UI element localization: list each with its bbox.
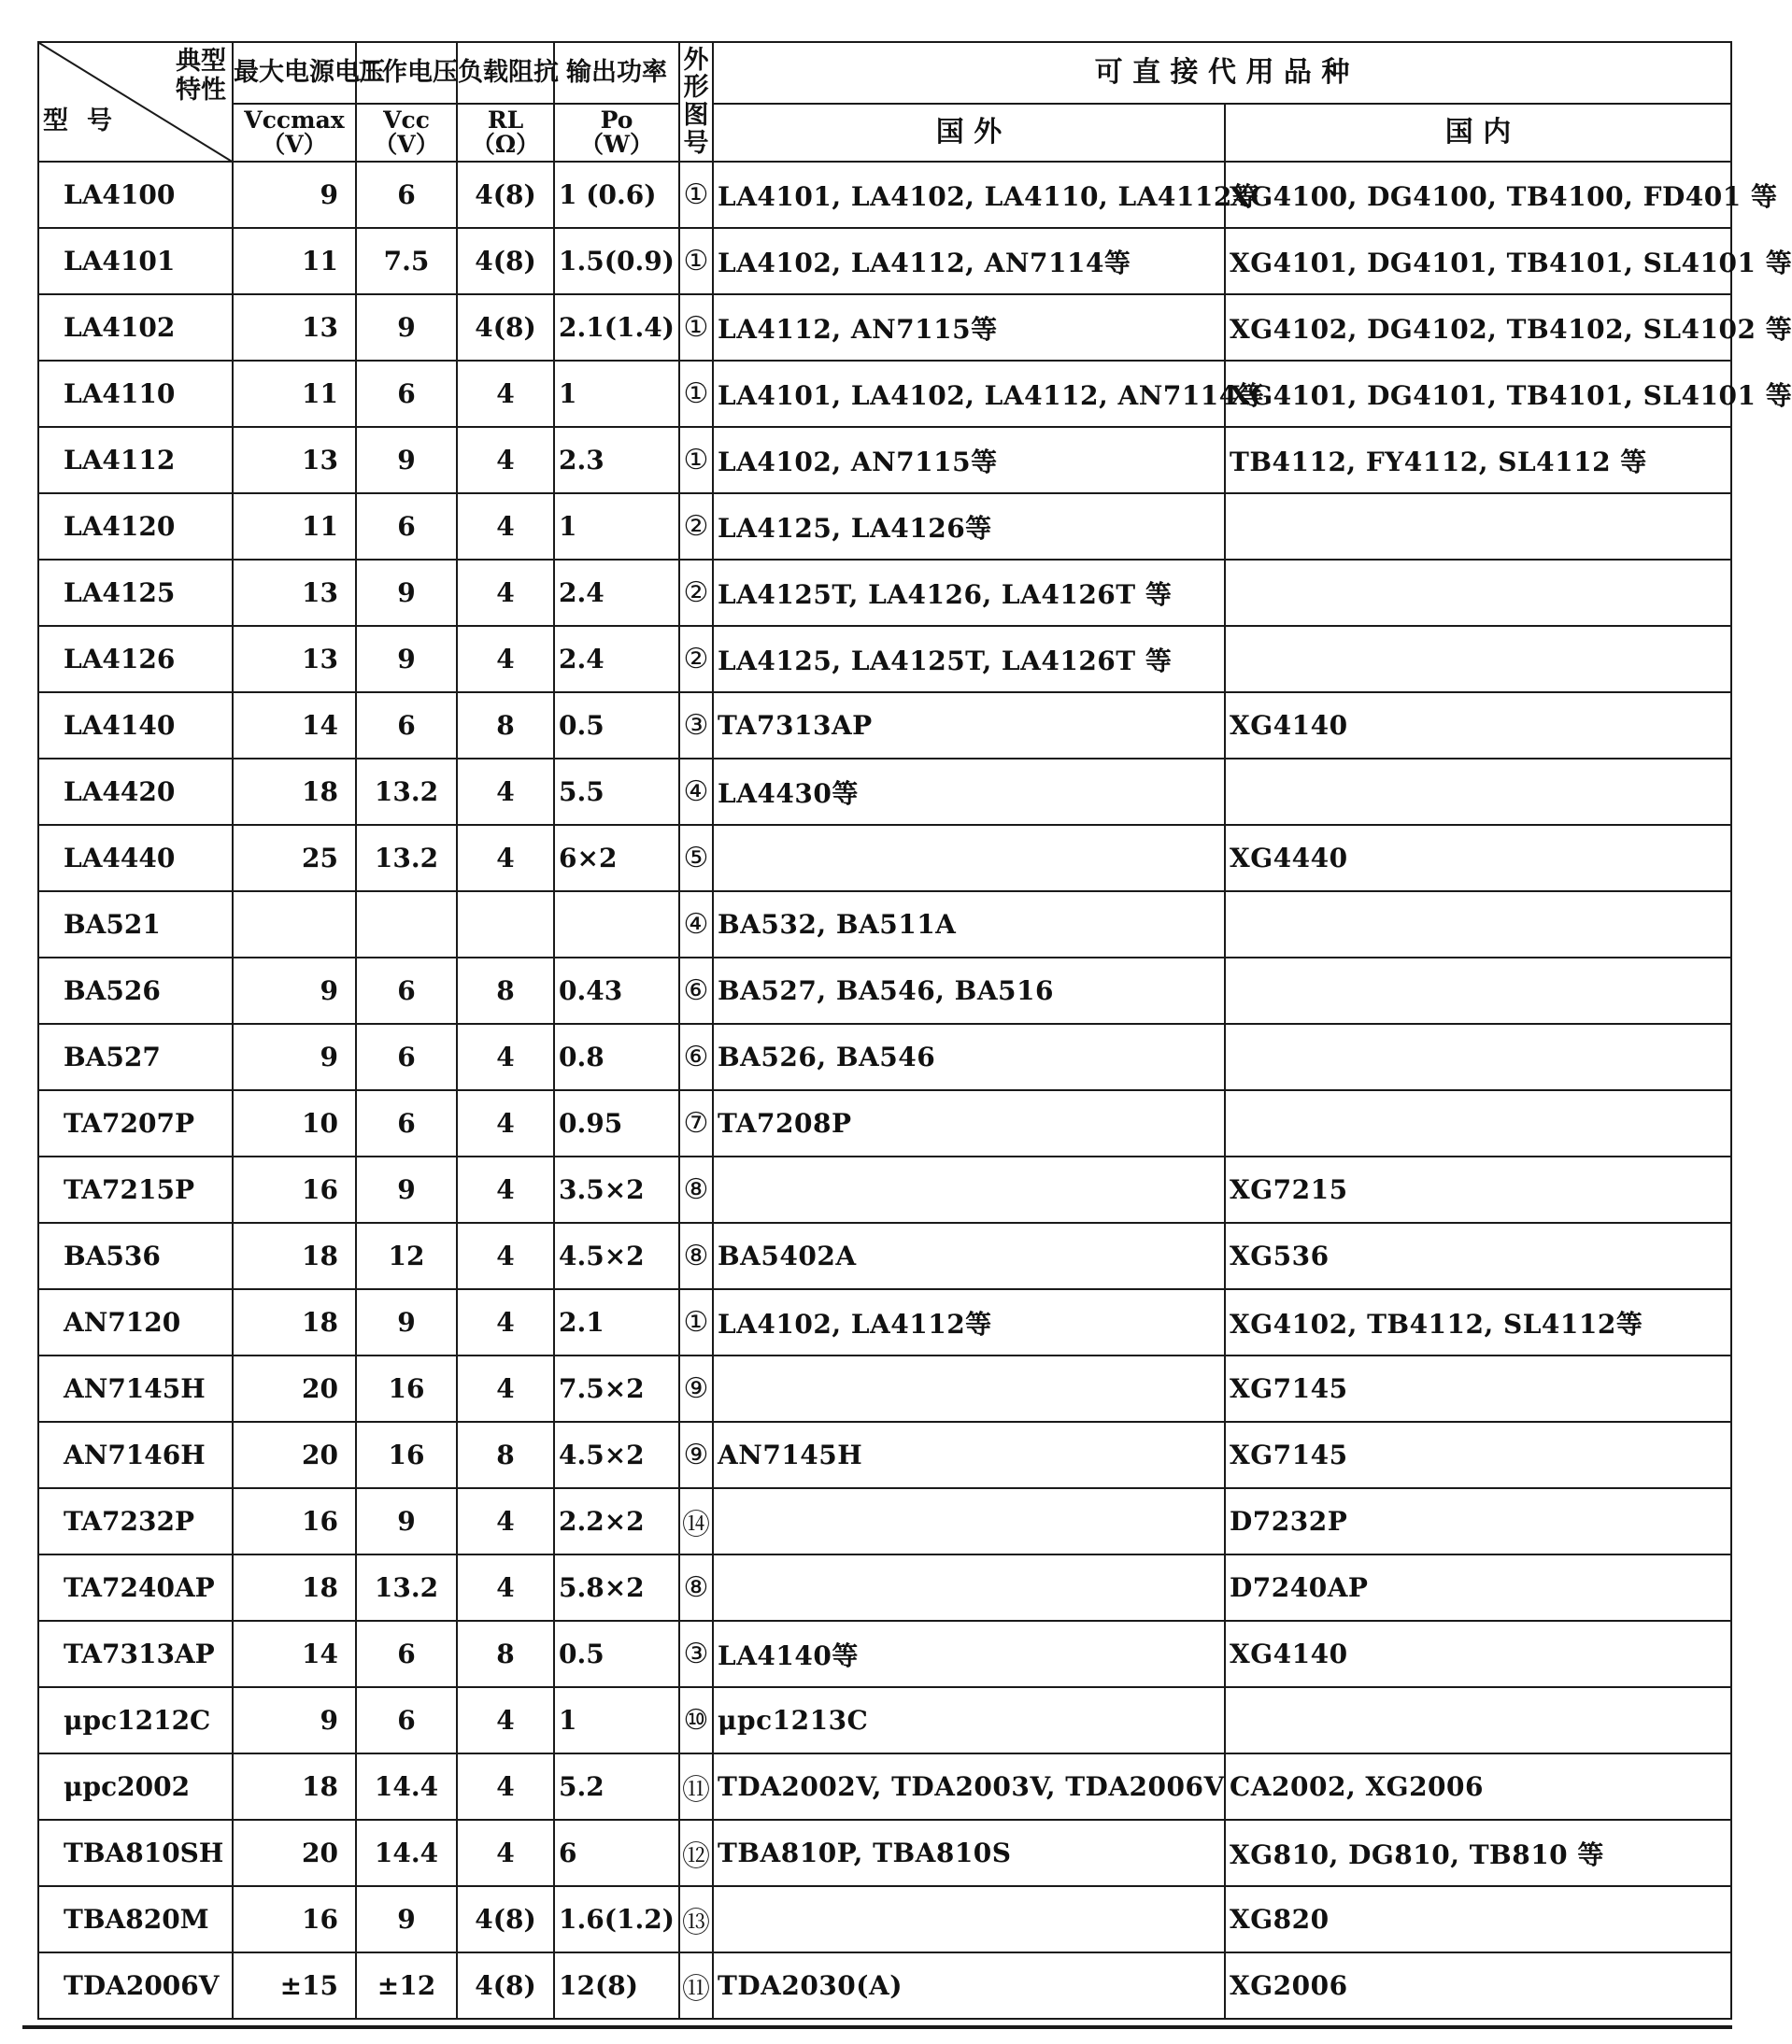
po-cell: 4.5×2 [554, 1223, 679, 1289]
model-cell: BA527 [38, 1024, 233, 1090]
figure-number-cell: ⑧ [679, 1223, 713, 1289]
vccmax-header [233, 42, 385, 104]
table-row [38, 958, 1731, 1024]
foreign-substitutes-cell: AN7145H [713, 1422, 1225, 1488]
rl-cell: 4 [457, 493, 554, 560]
vcc-cell: 7.5 [356, 228, 457, 294]
vccmax-cell: 20 [233, 1356, 356, 1422]
corner-top-line-1: 典型 [176, 47, 226, 76]
table-row [38, 228, 1731, 294]
domestic-substitutes-cell [1225, 1687, 1731, 1753]
rl-cell: 8 [457, 1422, 554, 1488]
rl-symbol: RL [487, 106, 524, 134]
figure-number-cell: ⑬ [679, 1886, 713, 1952]
domestic-substitutes-cell: TB4112, FY4112, SL4112 等 [1225, 427, 1731, 493]
po-cell: 1 (0.6) [554, 162, 679, 228]
foreign-substitutes-cell: LA4102, AN7115等 [713, 427, 1225, 493]
model-cell: μpc1212C [38, 1687, 233, 1753]
figure-number-cell: ⑨ [679, 1356, 713, 1422]
vcc-cell: ±12 [356, 1952, 457, 2019]
domestic-substitutes-cell: XG4100, DG4100, TB4100, FD401 等 [1225, 162, 1731, 228]
vcc-cell: 14.4 [356, 1753, 457, 1820]
foreign-substitutes-cell: TBA810P, TBA810S [713, 1820, 1225, 1886]
vcc-cell: 9 [356, 427, 457, 493]
figure-number-cell: ⑦ [679, 1090, 713, 1157]
table-row [38, 1488, 1731, 1554]
foreign-substitutes-cell: LA4101, LA4102, LA4112, AN7114等 [713, 361, 1225, 427]
rl-cell: 4 [457, 427, 554, 493]
model-cell: BA521 [38, 891, 233, 958]
vcc-cell: 9 [356, 1289, 457, 1356]
vccmax-cell: 18 [233, 1223, 356, 1289]
table-header [38, 42, 1731, 162]
table-row [38, 1554, 1731, 1621]
figure-number-cell: ⑨ [679, 1422, 713, 1488]
model-cell: AN7120 [38, 1289, 233, 1356]
table-row [38, 1621, 1731, 1687]
vccmax-cell: 18 [233, 1289, 356, 1356]
model-cell: LA4101 [38, 228, 233, 294]
table-row [38, 1157, 1731, 1223]
po-cell: 4.5×2 [554, 1422, 679, 1488]
figure-number-cell: ② [679, 626, 713, 692]
po-cell: 7.5×2 [554, 1356, 679, 1422]
domestic-substitutes-cell: XG4140 [1225, 1621, 1731, 1687]
rl-cell: 8 [457, 692, 554, 759]
vccmax-cell: 18 [233, 1554, 356, 1621]
rl-cell: 4(8) [457, 294, 554, 361]
figure-number-cell: ① [679, 1289, 713, 1356]
domestic-substitutes-cell [1225, 759, 1731, 825]
foreign-substitutes-cell [713, 1886, 1225, 1952]
rl-cell: 4 [457, 1820, 554, 1886]
model-cell: LA4120 [38, 493, 233, 560]
figure-number-cell: ⑪ [679, 1952, 713, 2019]
figure-number-cell: ① [679, 361, 713, 427]
foreign-substitutes-cell: LA4125T, LA4126, LA4126T 等 [713, 560, 1225, 626]
substitutes-label: 可 直 接 代 用 品 种 [1094, 56, 1350, 90]
foreign-substitutes-cell [713, 1488, 1225, 1554]
vccmax-unit: （V） [262, 131, 327, 158]
model-cell: TA7232P [38, 1488, 233, 1554]
po-cell: 1.5(0.9) [554, 228, 679, 294]
po-cell: 2.1 [554, 1289, 679, 1356]
domestic-substitutes-cell: XG4101, DG4101, TB4101, SL4101 等 [1225, 228, 1731, 294]
po-cell [554, 891, 679, 958]
vcc-cell: 6 [356, 692, 457, 759]
vcc-cell: 13.2 [356, 759, 457, 825]
po-cell: 1.6(1.2) [554, 1886, 679, 1952]
domestic-substitutes-cell: XG4101, DG4101, TB4101, SL4101 等 [1225, 361, 1731, 427]
model-cell: LA4110 [38, 361, 233, 427]
table-row [38, 759, 1731, 825]
model-cell: LA4440 [38, 825, 233, 891]
vccmax-cell: 11 [233, 361, 356, 427]
rl-cell: 4 [457, 759, 554, 825]
domestic-substitutes-cell: XG536 [1225, 1223, 1731, 1289]
model-cell: TA7240AP [38, 1554, 233, 1621]
vccmax-cell: 18 [233, 1753, 356, 1820]
domestic-substitutes-cell [1225, 626, 1731, 692]
rl-cell: 4 [457, 1223, 554, 1289]
foreign-substitutes-cell: LA4125, LA4125T, LA4126T 等 [713, 626, 1225, 692]
vccmax-cell: 13 [233, 626, 356, 692]
foreign-substitutes-cell: LA4102, LA4112, AN7114等 [713, 228, 1225, 294]
table-row [38, 891, 1731, 958]
po-cell: 6×2 [554, 825, 679, 891]
po-symbol-cell [554, 104, 679, 162]
vcc-cell: 9 [356, 1886, 457, 1952]
foreign-substitutes-cell: LA4125, LA4126等 [713, 493, 1225, 560]
vcc-cell: 13.2 [356, 825, 457, 891]
rl-cell: 4 [457, 1687, 554, 1753]
table-body [38, 162, 1792, 2019]
vccmax-cell: 13 [233, 294, 356, 361]
figure-number-cell: ② [679, 560, 713, 626]
vcc-cell: 6 [356, 493, 457, 560]
table-row [38, 1422, 1731, 1488]
corner-header-cell [38, 42, 233, 162]
po-cell: 5.2 [554, 1753, 679, 1820]
rl-cell: 4(8) [457, 1952, 554, 2019]
figure-number-cell: ④ [679, 759, 713, 825]
vccmax-cell: 16 [233, 1488, 356, 1554]
table-row [38, 626, 1731, 692]
vcc-cell: 9 [356, 294, 457, 361]
figure-number-cell: ① [679, 228, 713, 294]
foreign-header [713, 104, 1225, 162]
rl-cell: 4 [457, 1356, 554, 1422]
domestic-substitutes-cell: XG2006 [1225, 1952, 1731, 2019]
vccmax-cell: ±15 [233, 1952, 356, 2019]
vccmax-cell: 16 [233, 1886, 356, 1952]
po-cell: 2.3 [554, 427, 679, 493]
vcc-cell: 6 [356, 361, 457, 427]
vccmax-cell: 11 [233, 493, 356, 560]
vcc-cell: 6 [356, 1621, 457, 1687]
po-symbol: Po [600, 106, 633, 134]
model-cell: BA536 [38, 1223, 233, 1289]
vccmax-cell: 20 [233, 1820, 356, 1886]
model-cell: TBA820M [38, 1886, 233, 1952]
vccmax-label: 最大电源电压 [234, 57, 385, 87]
rl-cell: 4 [457, 825, 554, 891]
vccmax-cell: 9 [233, 958, 356, 1024]
rl-label: 负载阻抗 [458, 57, 559, 87]
domestic-substitutes-cell: D7240AP [1225, 1554, 1731, 1621]
rl-cell: 4 [457, 1753, 554, 1820]
vccmax-cell: 25 [233, 825, 356, 891]
rl-cell: 4(8) [457, 1886, 554, 1952]
table-row [38, 1886, 1731, 1952]
table-row [38, 162, 1731, 228]
vcc-cell: 9 [356, 560, 457, 626]
vccmax-cell [233, 891, 356, 958]
model-cell: μpc2002 [38, 1753, 233, 1820]
vcc-cell: 6 [356, 1024, 457, 1090]
vccmax-cell: 11 [233, 228, 356, 294]
model-cell: AN7146H [38, 1422, 233, 1488]
vcc-cell: 6 [356, 1687, 457, 1753]
po-cell: 5.5 [554, 759, 679, 825]
vcc-cell: 12 [356, 1223, 457, 1289]
vcc-symbol: Vcc [383, 106, 430, 134]
po-header [554, 42, 679, 104]
table-row [38, 1952, 1731, 2019]
figure-number-cell: ⑪ [679, 1753, 713, 1820]
model-cell: BA526 [38, 958, 233, 1024]
table-row [38, 560, 1731, 626]
figure-number-cell: ⑧ [679, 1157, 713, 1223]
vccmax-cell: 14 [233, 692, 356, 759]
model-cell: LA4420 [38, 759, 233, 825]
table-row [38, 1820, 1731, 1886]
foreign-substitutes-cell [713, 1157, 1225, 1223]
vcc-header [356, 42, 457, 104]
table-row [38, 1289, 1731, 1356]
rl-cell: 4 [457, 1157, 554, 1223]
vccmax-cell: 18 [233, 759, 356, 825]
table-row [38, 1687, 1731, 1753]
figure-number-cell: ⑫ [679, 1820, 713, 1886]
figure-number-cell: ⑥ [679, 958, 713, 1024]
foreign-substitutes-cell: TDA2002V, TDA2003V, TDA2006V [713, 1753, 1225, 1820]
vcc-symbol-cell [356, 104, 457, 162]
vccmax-cell: 16 [233, 1157, 356, 1223]
po-cell: 2.1(1.4) [554, 294, 679, 361]
rl-cell: 4 [457, 1289, 554, 1356]
foreign-substitutes-cell: TDA2030(A) [713, 1952, 1225, 2019]
domestic-substitutes-cell: XG4440 [1225, 825, 1731, 891]
model-cell: TA7313AP [38, 1621, 233, 1687]
vcc-cell: 6 [356, 958, 457, 1024]
po-cell: 0.5 [554, 1621, 679, 1687]
substitutes-header [713, 42, 1731, 104]
figure-number-cell: ① [679, 294, 713, 361]
rl-cell: 4 [457, 560, 554, 626]
domestic-substitutes-cell [1225, 493, 1731, 560]
rl-unit: （Ω） [471, 131, 540, 158]
po-cell: 2.4 [554, 626, 679, 692]
bottom-rule [22, 2025, 1732, 2029]
rl-cell: 4 [457, 626, 554, 692]
domestic-substitutes-cell [1225, 958, 1731, 1024]
rl-cell: 8 [457, 958, 554, 1024]
vccmax-cell: 10 [233, 1090, 356, 1157]
rl-cell: 4 [457, 1488, 554, 1554]
vcc-cell: 6 [356, 162, 457, 228]
figure-number-cell: ⑤ [679, 825, 713, 891]
model-cell: LA4102 [38, 294, 233, 361]
foreign-substitutes-cell: LA4140等 [713, 1621, 1225, 1687]
vccmax-cell: 9 [233, 162, 356, 228]
table-row [38, 361, 1731, 427]
figure-number-cell: ① [679, 427, 713, 493]
model-cell: AN7145H [38, 1356, 233, 1422]
domestic-substitutes-cell: XG4140 [1225, 692, 1731, 759]
foreign-substitutes-cell: BA526, BA546 [713, 1024, 1225, 1090]
po-cell: 1 [554, 1687, 679, 1753]
domestic-substitutes-cell [1225, 1090, 1731, 1157]
domestic-substitutes-cell: XG4102, DG4102, TB4102, SL4102 等 [1225, 294, 1731, 361]
corner-bottom-label: 型号 [43, 106, 131, 135]
foreign-substitutes-cell: TA7313AP [713, 692, 1225, 759]
po-label: 输出功率 [566, 57, 667, 87]
figure-number-cell: ⑧ [679, 1554, 713, 1621]
corner-top-label [176, 47, 226, 105]
foreign-substitutes-cell [713, 1356, 1225, 1422]
foreign-substitutes-cell: TA7208P [713, 1090, 1225, 1157]
vccmax-cell: 20 [233, 1422, 356, 1488]
vcc-cell: 13.2 [356, 1554, 457, 1621]
foreign-substitutes-cell: LA4101, LA4102, LA4110, LA4112等 [713, 162, 1225, 228]
figure-number-cell: ⑩ [679, 1687, 713, 1753]
domestic-substitutes-cell: XG7145 [1225, 1356, 1731, 1422]
po-cell: 0.43 [554, 958, 679, 1024]
vccmax-symbol-cell [233, 104, 356, 162]
rl-cell: 4(8) [457, 228, 554, 294]
po-cell: 2.2×2 [554, 1488, 679, 1554]
po-cell: 3.5×2 [554, 1157, 679, 1223]
rl-cell: 8 [457, 1621, 554, 1687]
vccmax-cell: 14 [233, 1621, 356, 1687]
po-cell: 5.8×2 [554, 1554, 679, 1621]
foreign-substitutes-cell: LA4102, LA4112等 [713, 1289, 1225, 1356]
table-row [38, 427, 1731, 493]
po-unit: （W） [579, 131, 654, 158]
po-cell: 1 [554, 493, 679, 560]
table-row [38, 825, 1731, 891]
figure-number-header: 外形图号 [679, 42, 713, 162]
vccmax-cell: 9 [233, 1687, 356, 1753]
foreign-substitutes-cell: BA5402A [713, 1223, 1225, 1289]
figure-number-cell: ④ [679, 891, 713, 958]
vccmax-cell: 13 [233, 560, 356, 626]
model-cell: LA4125 [38, 560, 233, 626]
table-row [38, 692, 1731, 759]
po-cell: 0.95 [554, 1090, 679, 1157]
model-cell: TA7207P [38, 1090, 233, 1157]
rl-cell: 4(8) [457, 162, 554, 228]
domestic-substitutes-cell: XG7215 [1225, 1157, 1731, 1223]
vcc-cell: 9 [356, 626, 457, 692]
figure-number-cell: ⑥ [679, 1024, 713, 1090]
foreign-substitutes-cell [713, 1554, 1225, 1621]
component-table-page [37, 41, 1792, 2025]
rl-header [457, 42, 559, 104]
foreign-substitutes-cell: BA532, BA511A [713, 891, 1225, 958]
foreign-substitutes-cell: LA4430等 [713, 759, 1225, 825]
figure-number-cell: ③ [679, 692, 713, 759]
vcc-cell: 16 [356, 1422, 457, 1488]
model-cell: LA4100 [38, 162, 233, 228]
model-cell: LA4126 [38, 626, 233, 692]
table-row [38, 493, 1731, 560]
table-row [38, 1024, 1731, 1090]
table-row [38, 1223, 1731, 1289]
po-cell: 1 [554, 361, 679, 427]
vcc-label: 工作电压 [357, 57, 458, 87]
model-cell: TDA2006V [38, 1952, 233, 2019]
model-cell: LA4112 [38, 427, 233, 493]
domestic-substitutes-cell: XG810, DG810, TB810 等 [1225, 1820, 1731, 1886]
domestic-substitutes-cell: D7232P [1225, 1488, 1731, 1554]
vcc-unit: （V） [374, 131, 439, 158]
domestic-header [1225, 104, 1731, 162]
rl-cell: 4 [457, 361, 554, 427]
domestic-substitutes-cell: XG4102, TB4112, SL4112等 [1225, 1289, 1731, 1356]
domestic-substitutes-cell [1225, 891, 1731, 958]
figure-number-cell: ⑭ [679, 1488, 713, 1554]
figure-number-cell: ② [679, 493, 713, 560]
vcc-cell: 6 [356, 1090, 457, 1157]
vcc-cell: 16 [356, 1356, 457, 1422]
vcc-cell: 14.4 [356, 1820, 457, 1886]
vccmax-cell: 9 [233, 1024, 356, 1090]
table-row [38, 294, 1731, 361]
model-cell: TBA810SH [38, 1820, 233, 1886]
vccmax-symbol: Vccmax [244, 106, 345, 134]
foreign-substitutes-cell: LA4112, AN7115等 [713, 294, 1225, 361]
po-cell: 0.5 [554, 692, 679, 759]
vccmax-cell: 13 [233, 427, 356, 493]
po-cell: 0.8 [554, 1024, 679, 1090]
foreign-label: 国 外 [935, 116, 1003, 149]
rl-cell: 4 [457, 1554, 554, 1621]
foreign-substitutes-cell: μpc1213C [713, 1687, 1225, 1753]
ic-substitution-table [37, 41, 1792, 2020]
figure-number-cell: ① [679, 162, 713, 228]
model-cell: TA7215P [38, 1157, 233, 1223]
model-cell: LA4140 [38, 692, 233, 759]
rl-cell: 4 [457, 1090, 554, 1157]
domestic-substitutes-cell: XG7145 [1225, 1422, 1731, 1488]
rl-cell: 4 [457, 1024, 554, 1090]
table-row [38, 1356, 1731, 1422]
po-cell: 12(8) [554, 1952, 679, 2019]
domestic-substitutes-cell [1225, 1024, 1731, 1090]
vcc-cell: 9 [356, 1157, 457, 1223]
po-cell: 6 [554, 1820, 679, 1886]
po-cell: 2.4 [554, 560, 679, 626]
table-row [38, 1090, 1731, 1157]
vcc-cell: 9 [356, 1488, 457, 1554]
domestic-substitutes-cell: CA2002, XG2006 [1225, 1753, 1731, 1820]
table-row [38, 1753, 1731, 1820]
rl-symbol-cell [457, 104, 554, 162]
vcc-cell [356, 891, 457, 958]
figure-number-cell: ③ [679, 1621, 713, 1687]
corner-top-line-2: 特性 [176, 76, 226, 106]
foreign-substitutes-cell: BA527, BA546, BA516 [713, 958, 1225, 1024]
domestic-substitutes-cell: XG820 [1225, 1886, 1731, 1952]
rl-cell [457, 891, 554, 958]
domestic-substitutes-cell [1225, 560, 1731, 626]
foreign-substitutes-cell [713, 825, 1225, 891]
domestic-label: 国 内 [1444, 116, 1512, 149]
